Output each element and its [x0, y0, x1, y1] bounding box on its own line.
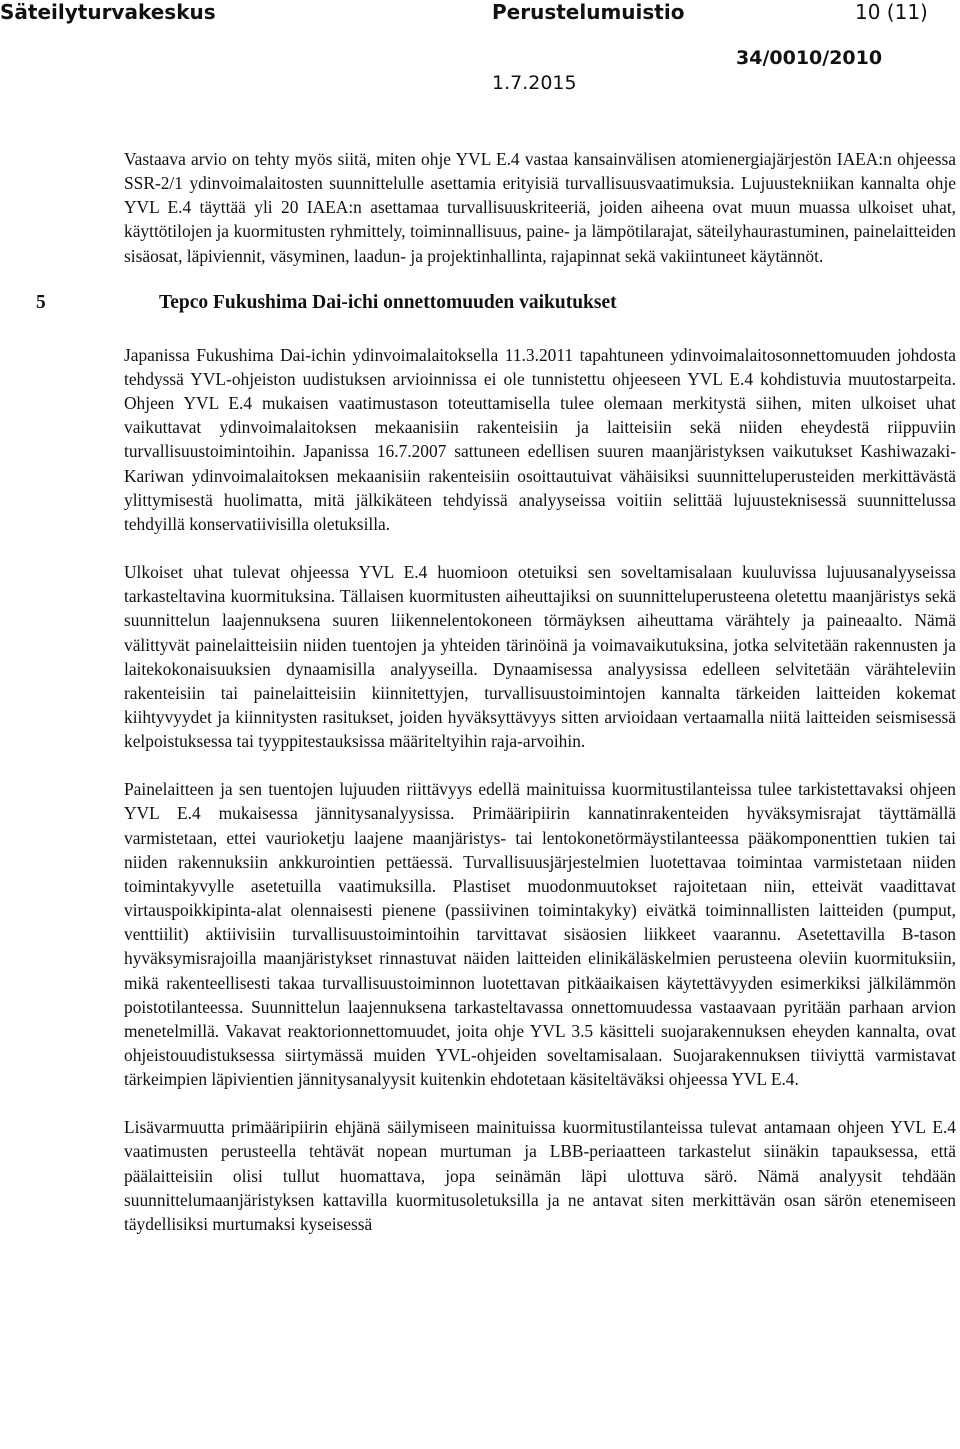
organization-name: Säteilyturvakeskus — [0, 0, 216, 24]
section-number: 5 — [36, 291, 46, 313]
document-number: 34/0010/2010 — [736, 47, 883, 69]
page-number: 10 (11) — [855, 0, 928, 24]
body-paragraph: Lisävarmuutta primääripiirin ehjänä säilymiseen mainituissa kuormitustilanteissa tulevat antamaan ohjeen YVL E.4 vaatimusten perusteella tehtävät nopean murtuman ja LBB-periaatteen tarkastelut siinäkin tapauksessa, että päälaitteisiin olisi tullut huomattava, jopa seinämän läpi ulottuva särö. Nämä analyysit tehdään suunnittelumaanjäristyksen kattavilla kuormitusoletuksilla ja ne antavat siten merkittävän osan särön etenemiseen täydellisiksi murtumaksi kyseisessä — [124, 1117, 956, 1234]
page-header — [0, 0, 960, 100]
document-date: 1.7.2015 — [492, 72, 577, 94]
body-paragraph: Painelaitteen ja sen tuentojen lujuuden riittävyys edellä mainituissa kuormitustilanteissa tulee tarkistettavaksi ohjeen YVL E.4 mukaisessa jännitysanalyysissa. Primääripiirin kannatinrakenteiden hyväksymisrajat täyttämällä varmistetaan, ettei vaurioketju laajene maanjäristys- tai lentokonetörmäystilanteessa pääkomponenttien tukien tai niiden rakennuksiin ankkurointien pettäessä. Turvallisuusjärjestelmien luotettavaa toimintaa varmistetaan niiden toimintakyvylle asetetuilla vaatimuksilla. Plastiset muodonmuutokset rajoitetaan niin, etteivät vaadittavat virtauspoikkipinta-alat olennaisesti pienene (passiivinen toimintakyky) eivätkä toiminnallisten laitteiden (pumput, venttiilit) aktiivisiin turvallisuustoimintoihin tarvittavat sisäosien liikkeet vaarannu. Asetettavilla B-tason hyväksymisrajoilla maanjäristykset rinnastuvat näiden laitteiden elinikäläskelmien perusteena oleviin kuormituksiin, mikä rakenteellisesti takaa turvallisuustoiminnon luotettavan pitkäaikaisen käytettävyyden esimerkiksi jälkilämmön poistotilanteessa. Suunnittelun laajennuksena tarkasteltavassa onnettomuudessa vastaavaan pyritään parhaan arvion menetelmillä. Vakavat reaktorionnettomuudet, joita ohje YVL 3.5 käsitteli suojarakennuksen eheyden kannalta, ovat ohjeistouudistuksessa siirtymässä muiden YVL-ohjeiden soveltamisalaan. Suojarakennuksen tiiviyttä varmistavat tärkeimpien läpivientien jännitysanalyysit kuitenkin ehdotetaan käsiteltäväksi ohjeessa YVL E.4. — [124, 779, 956, 1090]
document-type: Perustelumuistio — [492, 0, 685, 24]
section-heading — [36, 291, 956, 322]
body-paragraph: Japanissa Fukushima Dai-ichin ydinvoimalaitoksella 11.3.2011 tapahtuneen ydinvoimalaitosonnettomuuden johdosta tehdyssä YVL-ohjeiston uudistuksen arvioinnissa ei ole tunnistettu ohjeeseen YVL E.4 kohdistuvia muutostarpeita. Ohjeen YVL E.4 mukaisen vaatimustason toteuttamisella tulee olemaan merkitystä siihen, miten ulkoiset uhat vaikuttavat ydinvoimalaitoksen mekaanisiin rakenteisiin ja laitteisiin sekä niiden eheydestä riippuviin turvallisuustoimintoihin. Japanissa 16.7.2007 sattuneen edellisen suuren maanjäristyksen vaikutukset Kashiwazaki-Kariwan ydinvoimalaitoksen mekaanisiin rakenteisiin osoittautuivat vähäisiksi suunnitteluperusteiden merkittävästä ylittymisestä huolimatta, mitä jälkikäteen tehdyissä analyyseissa voitiin selittää lujuusteknisessä suunnittelussa tehdyillä konservatiivisilla oletuksilla. — [124, 344, 956, 534]
intro-paragraph: Vastaava arvio on tehty myös siitä, miten ohje YVL E.4 vastaa kansainvälisen atomienergiajärjestön IAEA:n ohjeessa SSR-2/1 ydinvoimalaitosten suunnittelulle asettamia erityisiä turvallisuusvaatimuksia. Lujuustekniikan kannalta ohje YVL E.4 täyttää yli 20 IAEA:n asettamaa turvallisuuskriteeriä, joiden aiheena ovat muun muassa ulkoiset uhat, käyttötilojen ja kuormitusten ryhmittely, toiminnallisuus, paine- ja lämpötilarajat, säteilyhaurastuminen, painelaitteiden sisäosat, läpiviennit, väsyminen, laadun- ja projektinhallinta, rajapinnat sekä vakiintuneet käytännöt. — [124, 149, 956, 266]
body-paragraph: Ulkoiset uhat tulevat ohjeessa YVL E.4 huomioon otetuiksi sen soveltamisalaan kuuluvissa lujuusanalyyseissa tarkasteltavina kuormituksina. Tällaisen kuormitusten aiheuttajiksi on suunnitteluperusteena oletettu maanjäristys sekä suunnittelun laajennuksena suuren liikennelentokoneen törmäyksen aiheuttama värähtely ja paineaalto. Nämä välittyvät painelaitteisiin niiden tuentojen ja yhteiden tärinöinä ja voimavaikutuksina, jotka selvitetään rakennusten ja laitekokonaisuuksien dynaamisilla analyyseilla. Dynaamisessa analyysissa edelleen selvitetään värähteleviin rakenteisiin tai painelaitteisiin kiinnitettyjen, turvallisuustoimintojen kannalta tärkeiden laitteiden kokemat kiihtyvyydet ja kiinnitysten rasitukset, joiden hyväksyttävyys sitten arvioidaan vertaamalla niitä laitteiden seismisessä kelpoistuksessa tai tyyppitestauksissa määriteltyihin raja-arvoihin. — [124, 562, 956, 752]
document-body — [36, 147, 956, 1236]
section-title: Tepco Fukushima Dai-ichi onnettomuuden vaikutukset — [159, 291, 617, 313]
